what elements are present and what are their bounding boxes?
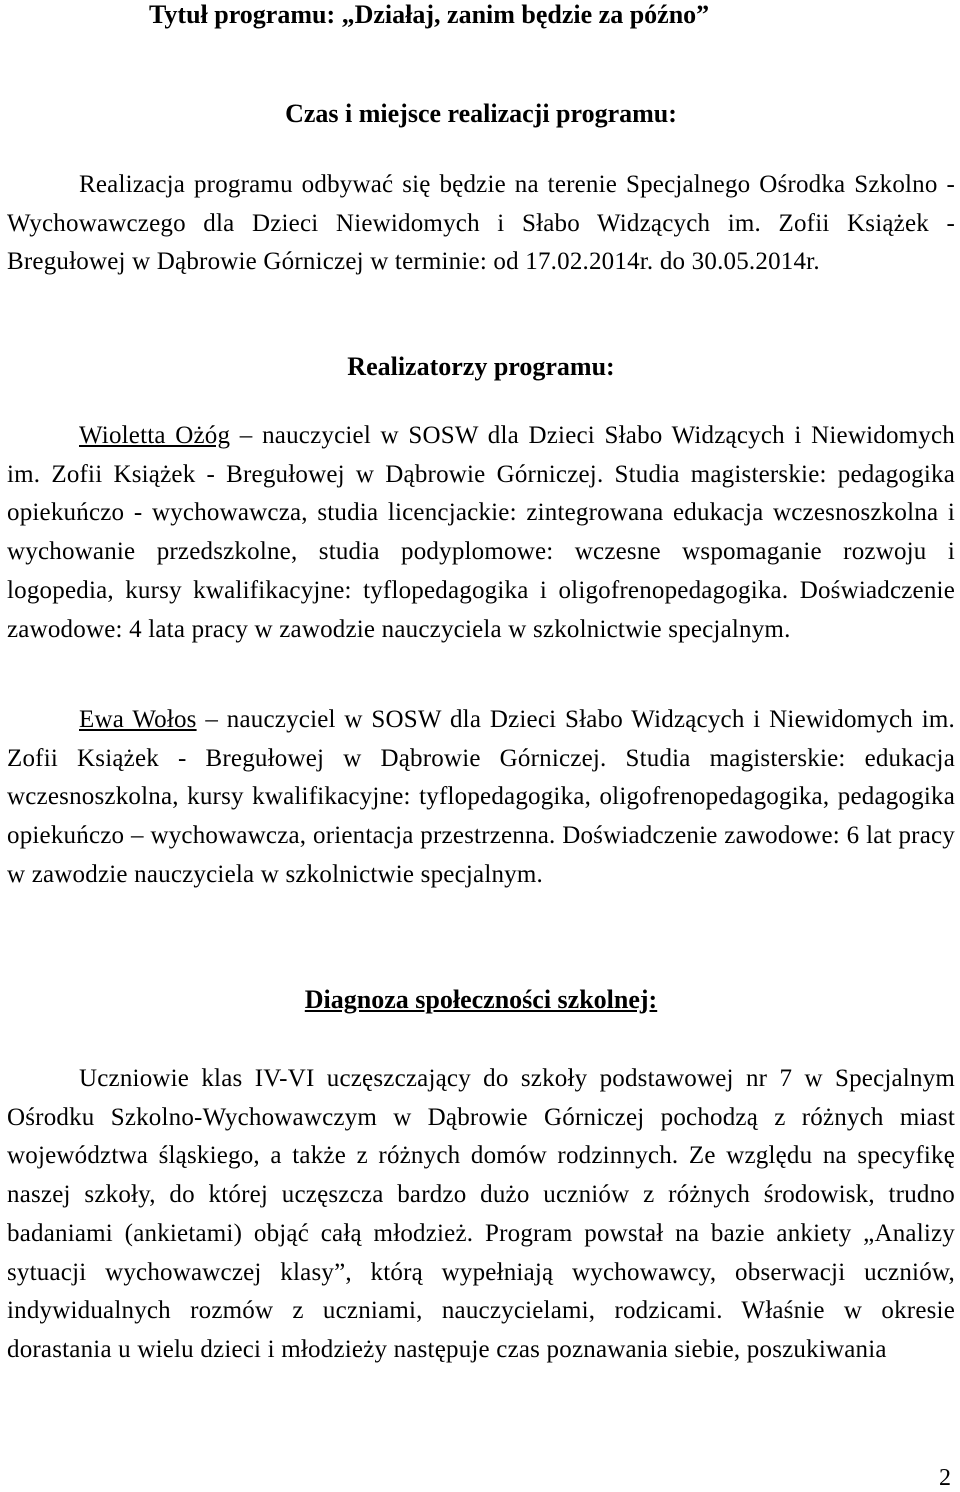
diagnosis-text: Uczniowie klas IV-VI uczęszczający do szkoły podstawowej nr 7 w Specjalnym Ośrodku Szkolno-Wychowawczym w Dąbrowie Górniczej pochodzą z różnych miast województwa śląskiego, a także z różnych domów rodzinnych. Ze względu na specyfikę naszej szkoły, do której uczęszcza bardzo dużo uczniów z różnych środowisk, trudno badaniami (ankietami) objąć całą młodzież. Program powstał na bazie ankiety „Analizy sytuacji wychowawczej klasy”, którą wypełniają wychowawcy, obserwacji uczniów, indywidualnych rozmów z uczniami, nauczycielami, rodzicami. Właśnie w okresie dorastania u wielu dzieci i młodzieży następuje czas poznawania siebie, poszukiwania bbox=[7, 1065, 955, 1363]
heading-diagnosis: Diagnoza społeczności szkolnej: bbox=[304, 985, 658, 1014]
heading-authors: Realizatorzy programu: bbox=[347, 352, 615, 381]
author-name: Ewa Wołos bbox=[79, 706, 197, 733]
paragraph-author-1 bbox=[7, 417, 955, 649]
program-title: Tytuł programu: „Działaj, zanim będzie za późno” bbox=[149, 0, 710, 29]
heading-time-place: Czas i miejsce realizacji programu: bbox=[285, 99, 677, 128]
paragraph-diagnosis bbox=[7, 1060, 955, 1370]
author-name: Wioletta Ożóg bbox=[79, 422, 231, 449]
page-number: 2 bbox=[939, 1465, 951, 1491]
author-description: – nauczyciel w SOSW dla Dzieci Słabo Widzących i Niewidomych im. Zofii Książek - Bregułowej w Dąbrowie Górniczej. Studia magisterskie: edukacja wczesnoszkolna, kursy kwalifikacyjne: tyflopedagogika, oligofrenopedagogika, pedagogika opiekuńczo – wychowawcza, orientacja przestrzenna. Doświadczenie zawodowe: 6 lat pracy w zawodzie nauczyciela w szkolnictwie specjalnym. bbox=[7, 706, 955, 888]
time-place-text: Realizacja programu odbywać się będzie na terenie Specjalnego Ośrodka Szkolno - Wychowawczego dla Dzieci Niewidomych i Słabo Widzących im. Zofii Książek - Bregułowej w Dąbrowie Górniczej w terminie: od 17.02.2014r. do 30.05.2014r. bbox=[7, 171, 955, 276]
paragraph-time-place bbox=[7, 166, 955, 282]
author-description: – nauczyciel w SOSW dla Dzieci Słabo Widzących i Niewidomych im. Zofii Książek - Bregułowej w Dąbrowie Górniczej. Studia magisterskie: pedagogika opiekuńczo - wychowawcza, studia licencjackie: zintegrowana edukacja wczesnoszkolna i wychowanie przedszkolne, studia podyplomowe: wczesne wspomaganie rozwoju i logopedia, kursy kwalifikacyjne: tyflopedagogika i oligofrenopedagogika. Doświadczenie zawodowe: 4 lata pracy w zawodzie nauczyciela w szkolnictwie specjalnym. bbox=[7, 422, 955, 643]
paragraph-author-2 bbox=[7, 701, 955, 895]
